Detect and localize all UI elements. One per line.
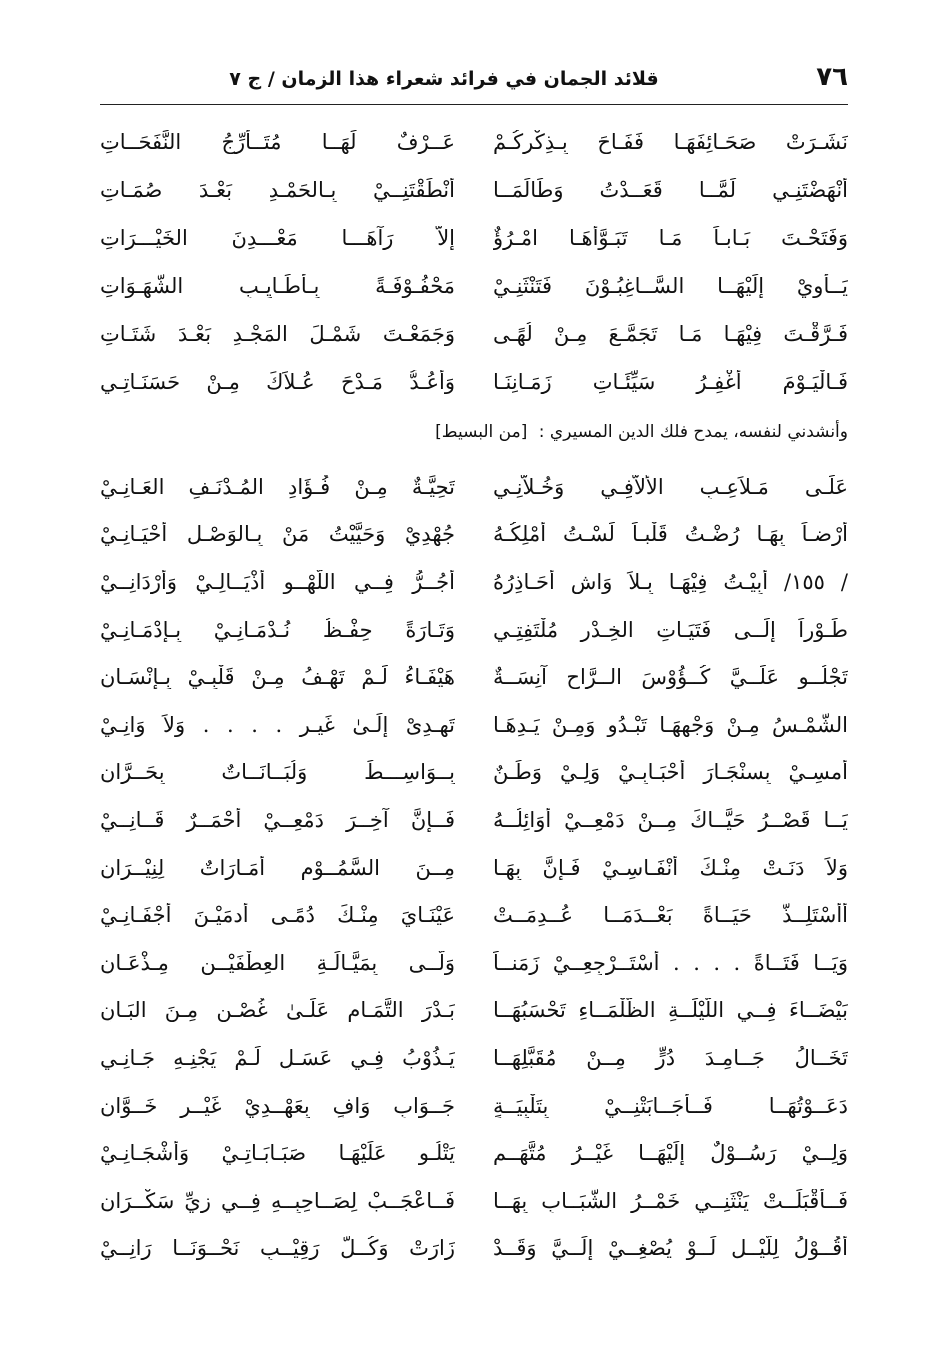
hemistich-right: بَيْضَــاءَ فِــي اللَّيْلَــةِ الظَّلْمَــاءِ تَحْسَبُهَــا (493, 998, 848, 1023)
hemistich-right: وَلِــيْ رَسُــوْلٌ إِلَيْهَــا غَيْــرُ مُتَّهَــمٍ (493, 1141, 848, 1166)
verse-line (100, 987, 848, 1035)
page-number: ٧٦ (816, 62, 848, 92)
hemistich-left: عَيْنَـايَ مِنْـكَ دُمًـى أَدمَيْـنَ أَجْفَـانِـيْ (100, 903, 455, 928)
hemistich-right: أَرْضـاً بِهَـا رُضْـتُ قَلْبـاً لَسْـتُ أَمْلِكُـهُ (493, 522, 848, 547)
hemistich-left: تَحِيَّـةٌ مِـنْ فُـؤَادِ المُـدْنَـفِ العَـانِـيْ (100, 474, 455, 499)
poem-introduction (100, 422, 848, 442)
verse-line (100, 310, 848, 358)
hemistich-left: إِلاَّ رَآهَـــا مَعْـــدِنَ الخَيْـــرَاتِ (100, 226, 455, 250)
verse-line (100, 214, 848, 262)
hemistich-right: أَأَسْتَلِــذُّ حَيَــاةً بَعْــدَمَــا عُــدِمَــتْ (493, 903, 848, 928)
meter-label: [من البسيط] (435, 422, 528, 442)
hemistich-right: فَـالْيَـوْمَ أَغْفِـرُ سَيِّئَـاتِ زَمَـانِنَـا (493, 370, 848, 394)
hemistich-right: فَـرَّقْـتَ فِيْهَـا مَـا تَجَمَّـعَ مِـنْ لُهًـى (493, 322, 848, 346)
verse-line (100, 262, 848, 310)
hemistich-right: طَـوْراً إِلَــى فَتَيَـاتِ الخِـدْرِ مُلْتَفِتِـي (493, 617, 848, 642)
hemistich-left: تَهـدِىْ إِلَـىٰ غَيـرِ . . . . وَلاَ وَانِـيْ (100, 712, 455, 737)
verse-line (100, 1225, 848, 1273)
verse-line (100, 749, 848, 797)
verse-line (100, 1129, 848, 1177)
hemistich-right: يَــا قَصْــرُ حَيَّــاكَ مِــنْ دَمْعِــيْ أَوَائِلُــهُ (493, 807, 848, 832)
hemistich-left: أَنْطَقْتَنِــيْ بِـالحَمْـدِ بَعْـدَ صُمَـاتِ (100, 178, 455, 202)
running-title: قلائد الجمان في فرائد شعراء هذا الزمان / ج ٧ (229, 68, 659, 90)
hemistich-left: بَـدْرَ التَّمَـامِ عَلَـىٰ غُصْـنٍ مِـنَ البَـانِ (100, 998, 455, 1023)
hemistich-left: يَتْلُـو عَلَيْهَـا صَبَـابَـاتِـيْ وَأَشْجَـانِـيْ (100, 1141, 455, 1166)
verse-line (100, 118, 848, 166)
hemistich-left: عَــرْفٌ لَهَــا مُتَــأَرِّجُ النَّفَحَــاتِ (100, 130, 455, 154)
hemistich-right: نَشَـرَتْ صَحَـائِفَهَـا فَفَـاحَ بِـذِكْرِكُـمْ (493, 130, 848, 154)
hemistich-right: وَفَتَحْـتَ بَـابـاً مَـا تَبَـوَّأَهَـا امْـرُؤٌ (493, 226, 848, 250)
verse-line (100, 511, 848, 559)
hemistich-right: الشَّمْـسُ مِـنْ وَجْهِهَـا تَبْـدُو وَمِـنْ يَـدِهَـا (493, 712, 848, 737)
verse-line (100, 939, 848, 987)
verse-line (100, 558, 848, 606)
verse-line (100, 844, 848, 892)
header-rule (100, 104, 848, 105)
verse-line (100, 463, 848, 511)
verse-line (100, 1177, 848, 1225)
hemistich-right: فَــأَقْبَلَــتْ يَنْثَنِــي خَمْــرُ الشَّبَــابِ بِهَــا (493, 1188, 848, 1213)
hemistich-right: دَعَــوْتُهَــا فَــأَجَــابَتْنِــيْ بِتَلْبِيَــةٍ (493, 1093, 848, 1118)
intro-text: وأنشدني لنفسه، يمدح فلك الدين المسيري : (538, 422, 848, 442)
hemistich-right: تَخَــالُ جَــامِـدَ دُرٍّ مِــنْ مُقَبَّلِهَــا (493, 1045, 848, 1070)
page-header (100, 60, 848, 104)
hemistich-right: عَلَـى مَـلاَعِـبِ الأُلاَّفِـي وَخُـلاَّنِـي (493, 474, 848, 499)
poem-stanza-2 (100, 463, 848, 1272)
hemistich-left: وَلَّــى بِمَيَّـالَـةِ العِطْفَيْــنِ مِـذْعَـانِ (100, 950, 455, 975)
hemistich-right: / ١٥٥/ أَبِيْـتُ فِيْهَـا بِـلاَ وَاشٍ أُحَـاذِرُهُ (493, 569, 848, 594)
hemistich-right: وَلاَ دَنَـتْ مِنْـكَ أَنْفَـاسِـيْ فَـإِنَّ بِهَـا (493, 855, 848, 880)
hemistich-right: وَيَــا فَتَــاةً . . . . أَسْتَــرْجِعِــيْ زَمَنــاً (493, 950, 848, 975)
verse-line (100, 1082, 848, 1130)
verse-line (100, 891, 848, 939)
verse-line (100, 701, 848, 749)
hemistich-left: أَجُــرُّ فِــي اللَّهْــوِ أَذْيَــالِـيْ وَأَرْدَانِــيْ (100, 569, 455, 594)
verse-line (100, 653, 848, 701)
hemistich-left: وَجَمَعْـتَ شَمْـلَ المَجْـدِ بَعْـدَ شَتَـاتِ (100, 322, 455, 346)
hemistich-right: يَــأوِيْ إِلَيْهَــا السَّــاغِبُـوْنَ فَتَنْثَنِـيْ (493, 274, 848, 298)
hemistich-left: فَــإِنَّ آخِــرَ دَمْعِــيْ أَحْمَــرٌ قَــانِــيْ (100, 807, 455, 832)
verse-line (100, 166, 848, 214)
hemistich-right: أَنْهَضْتَنِـي لَمَّــا قَعَــدْتُ وَطَالَمَــا (493, 178, 848, 202)
verse-line (100, 606, 848, 654)
verse-line (100, 1034, 848, 1082)
hemistich-left: جَــوَابِ وَافٍ بِعَهْــدِيْ غَيْــرِ خَــوَّانِ (100, 1093, 455, 1118)
hemistich-left: فَــاعْجَــبْ لِصَــاحِبِــهِ فِــي زِيِّ سَكْــرَانِ (100, 1188, 455, 1213)
verse-line (100, 358, 848, 406)
hemistich-right: أَمسِـيْ بِسنْجَـارَ أَحْبَـابِـيْ وَلِـيْ وَطَـنٌ (493, 760, 848, 785)
hemistich-left: مَحْفُـوْفَـةً بِـأَطَـايِـبِ الشَّهَـوَاتِ (100, 274, 455, 298)
verse-line (100, 796, 848, 844)
hemistich-left: مِــنَ السَّمُــوْمِ أَمَـارَاتٌ لِنِيْــرَانِ (100, 855, 455, 880)
hemistich-left: وَتَـارَةً حِفْـظُ نُـدْمَـانِـيْ بِـإِدْمَـانِـيْ (100, 617, 455, 642)
hemistich-right: أَقُــوْلُ لِلَّيْــلِ لَــوْ يُصْغِــيْ إِلَــيَّ وَقَــدْ (493, 1236, 848, 1261)
hemistich-left: يَـذُوْبُ فِـي عَسَـلٍ لَـمْ يَجْنِـهِ جَـانِـي (100, 1045, 455, 1070)
hemistich-left: زَارَتْ وَكُــلُّ رَقِيْــبٍ نَحْــوَنَــا رَانِــيْ (100, 1236, 455, 1261)
poem-stanza-1 (100, 118, 848, 406)
hemistich-right: تَجْلُــو عَلَــيَّ كُــؤُوْسَ الــرَّاحِ آنِسَــةٌ (493, 665, 848, 690)
hemistich-left: جُهْدِيْ وَحَيَّيْتُ مَنْ بِـالوَصْـلِ أَحْيَـانِـيْ (100, 522, 455, 547)
hemistich-left: وَأَعُـدُّ مَـدْحَ عُـلاَكَ مِـنْ حَسَنَـاتِـي (100, 370, 455, 394)
hemistich-left: هَيْفَـاءُ لَـمْ تَهْـفُ مِـنْ قَلْبِـيْ بِـإِنْسَـانِ (100, 665, 455, 690)
hemistich-left: بِــوَاسِـــطَ وَلُبَــانَــاتٌ بِحَــرَّانِ (100, 760, 455, 785)
